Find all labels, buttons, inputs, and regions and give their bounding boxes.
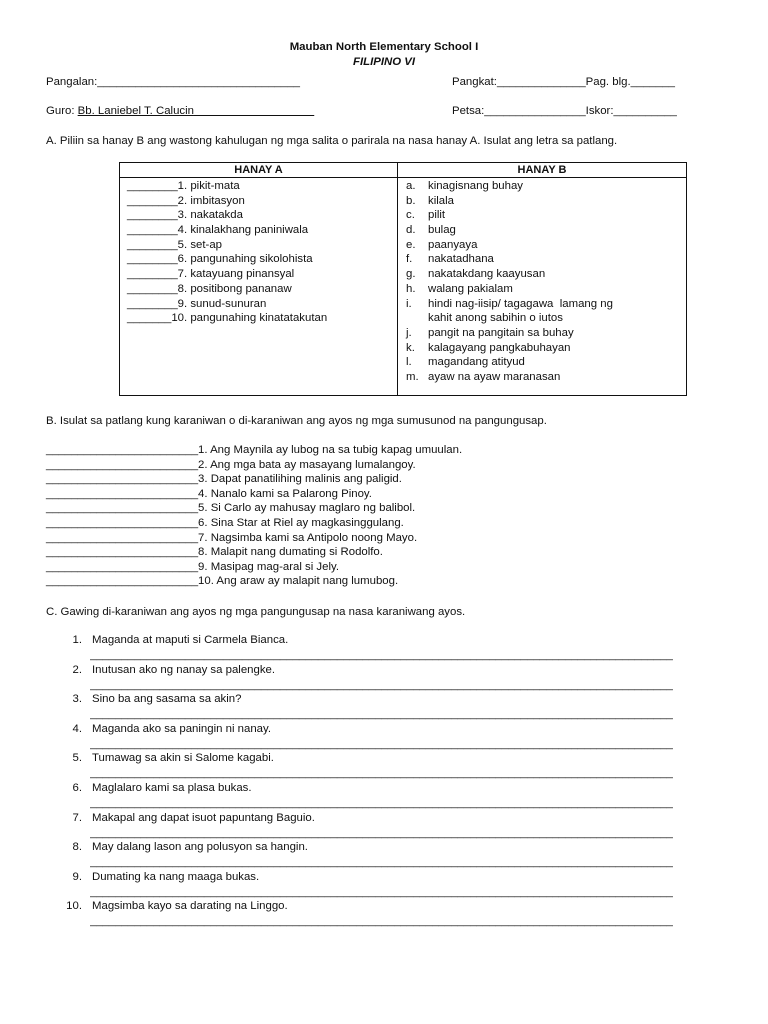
- hanay-b-item: [406, 326, 613, 341]
- hanay-b-item: [406, 341, 613, 356]
- part-c-sentence: Maglalaro kami sa plasa bukas.: [92, 781, 252, 794]
- part-b-list: [46, 443, 462, 589]
- matching-table: [119, 162, 687, 396]
- hanay-b-letter: [406, 311, 428, 326]
- column-divider: [397, 163, 398, 395]
- part-c-item: [64, 633, 714, 663]
- hanay-a-item[interactable]: ________5. set-ap: [127, 238, 223, 251]
- part-c-number: 3.: [72, 693, 82, 706]
- hanay-b-item: [406, 194, 613, 209]
- part-b-item[interactable]: ________________________7. Nagsimba kami sa Antipolo noong Mayo.: [46, 531, 418, 544]
- part-c-sentence: Magsimba kayo sa darating na Linggo.: [92, 900, 288, 913]
- hanay-b-text: kalagayang pangkabuhayan: [428, 341, 571, 354]
- part-c-sentence: Makapal ang dapat isuot papuntang Baguio.: [92, 811, 315, 824]
- hanay-b-text: nakatadhana: [428, 253, 494, 266]
- hanay-b-header: HANAY B: [398, 163, 686, 178]
- part-c-number: 5.: [72, 752, 82, 765]
- hanay-b-text: walang pakialam: [428, 282, 513, 295]
- hanay-b-letter: f.: [406, 253, 413, 266]
- part-c-answer-line[interactable]: ____________________________________________________________________________________________: [90, 767, 673, 780]
- hanay-b-item: [406, 355, 613, 370]
- hanay-b-item: [406, 297, 613, 312]
- hanay-b-letter: h.: [406, 282, 416, 295]
- pangalan-field[interactable]: Pangalan:________________________________: [46, 76, 301, 88]
- hanay-b-text: bulag: [428, 224, 456, 237]
- hanay-b-letter: j.: [406, 326, 412, 339]
- guro-name: Bb. Laniebel T. Calucin: [77, 105, 194, 117]
- hanay-b-text: paanyaya: [428, 238, 478, 251]
- hanay-a-item[interactable]: ________1. pikit-mata: [127, 180, 240, 192]
- hanay-b-letter: a.: [406, 180, 416, 192]
- part-c-number: 8.: [72, 841, 82, 854]
- hanay-b-item: [406, 208, 613, 223]
- part-b-item[interactable]: ________________________1. Ang Maynila ay lubog na sa tubig kapag umuulan.: [46, 444, 463, 456]
- hanay-b-item: [406, 311, 613, 326]
- part-c-number: 10.: [66, 900, 82, 913]
- part-c-item: [64, 811, 714, 841]
- part-b-item[interactable]: ________________________4. Nanalo kami sa Palarong Pinoy.: [46, 487, 372, 500]
- guro-field: [46, 104, 314, 118]
- hanay-a-item[interactable]: ________7. katayuang pinansyal: [127, 268, 295, 281]
- part-c-item: [64, 781, 714, 811]
- part-c-number: 2.: [72, 663, 82, 676]
- part-c-item: [64, 663, 714, 693]
- hanay-b-letter: b.: [406, 194, 416, 207]
- part-c-answer-line[interactable]: ____________________________________________________________________________________________: [90, 796, 673, 809]
- hanay-b-item: [406, 252, 613, 267]
- part-c-number: 1.: [72, 634, 82, 646]
- hanay-a-item[interactable]: ________4. kinalakhang paniniwala: [127, 224, 309, 237]
- part-b-instruction: B. Isulat sa patlang kung karaniwan o di-karaniwan ang ayos ng mga sumusunod na pangungusap.: [46, 415, 547, 427]
- hanay-a-item[interactable]: ________6. pangunahing sikolohista: [127, 253, 313, 266]
- hanay-a-item[interactable]: _______10. pangunahing kinatatakutan: [127, 312, 328, 325]
- part-b-item[interactable]: ________________________6. Sina Star at Riel ay magkasinggulang.: [46, 516, 404, 529]
- part-b-item[interactable]: ________________________9. Masipag mag-aral si Jely.: [46, 560, 339, 573]
- part-b-item[interactable]: ________________________10. Ang araw ay malapit nang lumubog.: [46, 575, 399, 588]
- part-b-item[interactable]: ________________________8. Malapit nang dumating si Rodolfo.: [46, 546, 383, 559]
- part-c-sentence: Sino ba ang sasama sa akin?: [92, 693, 242, 706]
- part-c-sentence: Inutusan ako ng nanay sa palengke.: [92, 663, 276, 676]
- hanay-b-text: pilit: [428, 209, 446, 222]
- part-c-answer-line[interactable]: ____________________________________________________________________________________________: [90, 678, 673, 691]
- hanay-b-letter: g.: [406, 268, 416, 281]
- part-c-list: [64, 633, 714, 929]
- hanay-b-letter: m.: [406, 370, 419, 383]
- part-b-item[interactable]: ________________________3. Dapat panatilihing malinis ang paligid.: [46, 473, 402, 486]
- hanay-a-item[interactable]: ________2. imbitasyon: [127, 194, 245, 207]
- hanay-b-letter: l.: [406, 356, 412, 369]
- part-c-number: 6.: [72, 781, 82, 794]
- part-b-item[interactable]: ________________________5. Si Carlo ay mahusay maglaro ng balibol.: [46, 502, 416, 515]
- petsa-field[interactable]: Petsa:________________Iskor:__________: [452, 105, 677, 117]
- part-a-instruction: A. Piliin sa hanay B ang wastong kahulugan ng mga salita o parirala na nasa hanay A. Isulat ang letra sa patlang.: [46, 135, 618, 147]
- part-c-sentence: Maganda at maputi si Carmela Bianca.: [92, 634, 289, 646]
- hanay-b-item: [406, 179, 613, 194]
- part-c-number: 7.: [72, 811, 82, 824]
- part-c-sentence: Dumating ka nang maaga bukas.: [92, 870, 260, 883]
- part-c-answer-line[interactable]: ____________________________________________________________________________________________: [90, 737, 673, 750]
- hanay-b-letter: d.: [406, 224, 416, 237]
- part-c-sentence: Maganda ako sa paningin ni nanay.: [92, 722, 272, 735]
- hanay-b-text: kahit anong sabihin o iutos: [428, 312, 563, 325]
- part-c-answer-line[interactable]: ____________________________________________________________________________________________: [90, 856, 673, 869]
- part-c-number: 4.: [72, 722, 82, 735]
- part-c-item: [64, 899, 714, 929]
- hanay-a-list: [127, 179, 327, 326]
- part-b-item[interactable]: ________________________2. Ang mga bata ay masayang lumalangoy.: [46, 458, 416, 471]
- school-name: Mauban North Elementary School I: [289, 41, 479, 53]
- hanay-b-list: [406, 179, 613, 385]
- part-c-answer-line[interactable]: ____________________________________________________________________________________________: [90, 826, 673, 839]
- hanay-b-text: pangit na pangitain sa buhay: [428, 326, 574, 339]
- hanay-b-item: [406, 267, 613, 282]
- hanay-b-text: hindi nag-iisip/ tagagawa lamang ng: [428, 297, 613, 310]
- hanay-b-item: [406, 238, 613, 253]
- hanay-b-text: nakatakdang kaayusan: [428, 268, 546, 281]
- part-c-item: [64, 840, 714, 870]
- part-c-answer-line[interactable]: ____________________________________________________________________________________________: [90, 915, 673, 928]
- hanay-a-header: HANAY A: [120, 163, 397, 178]
- part-c-answer-line[interactable]: ____________________________________________________________________________________________: [90, 649, 673, 661]
- part-c-item: [64, 870, 714, 900]
- pangkat-field[interactable]: Pangkat:______________Pag. blg._______: [452, 76, 675, 88]
- hanay-b-text: kilala: [428, 194, 454, 207]
- hanay-b-item: [406, 223, 613, 238]
- part-c-answer-line[interactable]: ____________________________________________________________________________________________: [90, 885, 673, 898]
- hanay-b-text: ayaw na ayaw maranasan: [428, 370, 561, 383]
- hanay-a-item[interactable]: ________9. sunud-sunuran: [127, 297, 267, 310]
- hanay-b-letter: c.: [406, 209, 415, 222]
- part-c-answer-line[interactable]: ____________________________________________________________________________________________: [90, 708, 673, 721]
- hanay-b-item: [406, 370, 613, 385]
- part-c-sentence: May dalang lason ang polusyon sa hangin.: [92, 841, 308, 854]
- part-c-sentence: Tumawag sa akin si Salome kagabi.: [92, 752, 274, 765]
- guro-label: Guro:: [46, 105, 78, 117]
- hanay-b-text: magandang atityud: [428, 356, 525, 369]
- hanay-b-text: kinagisnang buhay: [428, 180, 523, 192]
- part-c-item: [64, 751, 714, 781]
- hanay-b-item: [406, 282, 613, 297]
- hanay-a-item[interactable]: ________3. nakatakda: [127, 209, 243, 222]
- part-c-instruction: C. Gawing di-karaniwan ang ayos ng mga pangungusap na nasa karaniwang ayos.: [46, 606, 466, 618]
- part-c-item: [64, 722, 714, 752]
- hanay-b-letter: k.: [406, 341, 415, 354]
- hanay-a-item[interactable]: ________8. positibong pananaw: [127, 282, 292, 295]
- subject-title: FILIPINO VI: [352, 56, 416, 68]
- hanay-b-letter: i.: [406, 297, 412, 310]
- guro-blank: [194, 105, 314, 117]
- hanay-b-letter: e.: [406, 238, 416, 251]
- part-c-item: [64, 692, 714, 722]
- part-c-number: 9.: [72, 870, 82, 883]
